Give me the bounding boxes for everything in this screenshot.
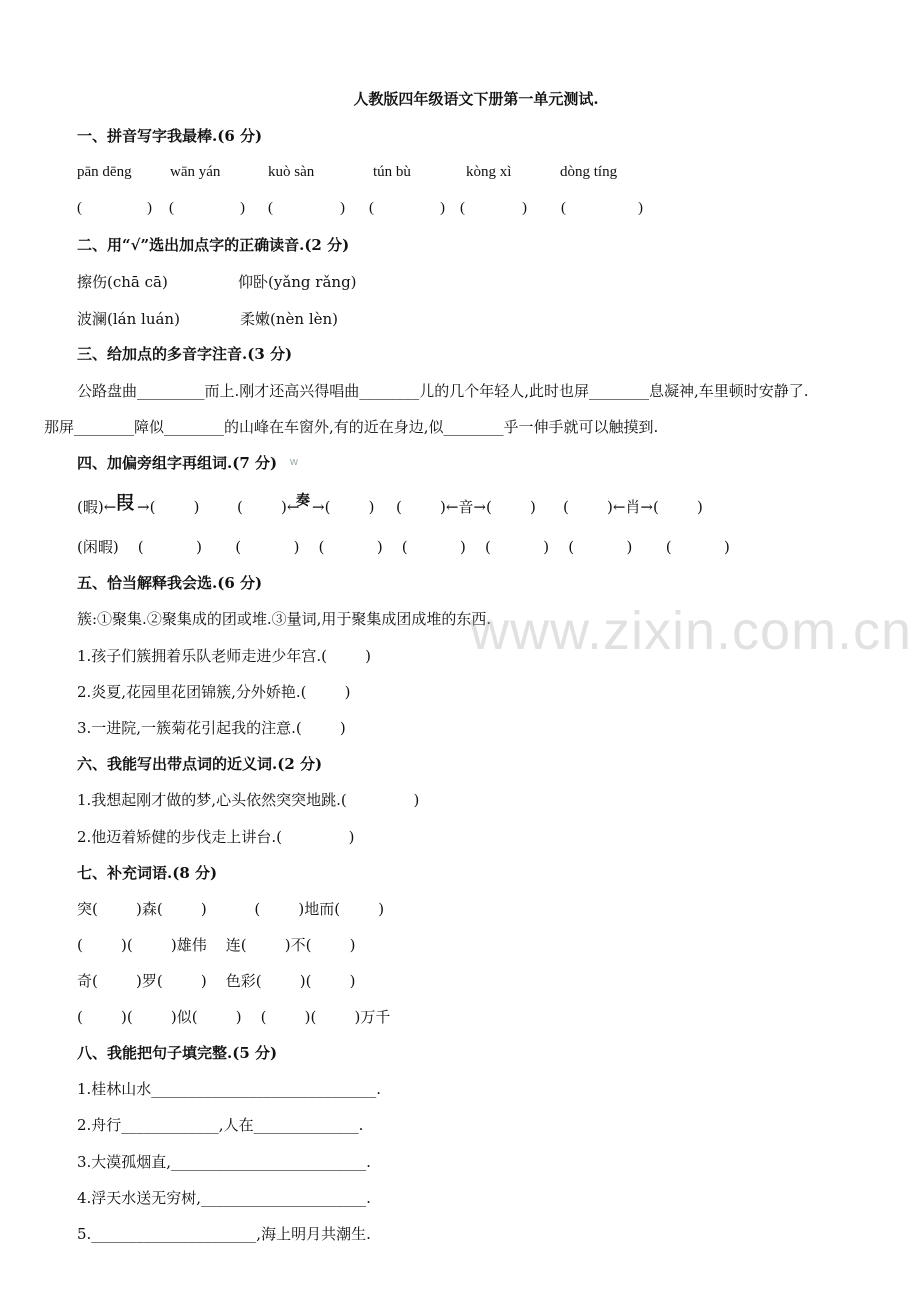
watermark-fragment: w	[290, 456, 298, 468]
radical-item: (暇)←	[77, 498, 117, 516]
question-line: 2.炎夏,花园里花团锦簇,分外娇艳.( )	[77, 683, 351, 701]
poem-fill-line: 2.舟行_____________,人在______________.	[77, 1116, 364, 1134]
radical-item: →( )	[312, 498, 375, 516]
radical-item: →( )	[137, 498, 200, 516]
section-2-heading: 二、用“√”选出加点字的正确读音.(2 分)	[77, 236, 350, 254]
section-6-heading: 六、我能写出带点词的近义词.(2 分)	[77, 755, 323, 773]
reading-choice: 波澜(lán luán)	[77, 310, 180, 328]
answer-paren-open: (	[169, 200, 174, 216]
pinyin-item: wān yán	[170, 164, 221, 180]
section-4-heading: 四、加偏旁组字再组词.(7 分)	[77, 454, 278, 472]
answer-paren-open: (	[268, 200, 273, 216]
poem-fill-line: 1.桂林山水______________________________.	[77, 1080, 382, 1098]
passage-line: 公路盘曲_________而上.刚才还高兴得唱曲________儿的几个年轻人,此时也屏________息凝神,车里顿时安静了.	[77, 382, 809, 400]
word-blanks-row: (闲暇) ( ) ( ) ( ) ( ) ( ) ( ) ( )	[77, 538, 730, 556]
section-5-heading: 五、恰当解释我会选.(6 分)	[77, 574, 263, 592]
answer-paren-close: )	[240, 200, 245, 216]
section-7-heading: 七、补充词语.(8 分)	[77, 864, 218, 882]
character-component: 叚	[116, 493, 134, 514]
poem-fill-line: 5.______________________,海上明月共潮生.	[77, 1225, 371, 1243]
answer-paren-open: (	[369, 200, 374, 216]
poem-fill-line: 4.浮天水送无穷树,______________________.	[77, 1189, 371, 1207]
definition-line: 簇:①聚集.②聚集成的团或堆.③量词,用于聚集成团成堆的东西.	[77, 610, 492, 628]
reading-choice: 擦伤(chā cā)	[77, 273, 168, 291]
section-8-heading: 八、我能把句子填完整.(5 分)	[77, 1044, 278, 1062]
idiom-row: ( )( )似( ) ( )( )万千	[77, 1008, 391, 1026]
answer-paren-open: (	[561, 200, 566, 216]
question-line: 1.我想起刚才做的梦,心头依然突突地跳.( )	[77, 791, 420, 809]
pinyin-item: kòng xì	[466, 164, 512, 180]
question-line: 1.孩子们簇拥着乐队老师走进少年宫.( )	[77, 647, 371, 665]
answer-paren-close: )	[147, 200, 152, 216]
answer-paren-open: (	[77, 200, 82, 216]
answer-paren-close: )	[522, 200, 527, 216]
poem-fill-line: 3.大漠孤烟直,__________________________.	[77, 1153, 371, 1171]
answer-paren-close: )	[440, 200, 445, 216]
answer-paren-open: (	[460, 200, 465, 216]
idiom-row: ( )( )雄伟 连( )不( )	[77, 936, 356, 954]
radical-item: ( )←音→( )	[396, 498, 536, 516]
section-1-heading: 一、拼音写字我最棒.(6 分)	[77, 127, 263, 145]
idiom-row: 奇( )罗( ) 色彩( )( )	[77, 972, 356, 990]
question-line: 3.一进院,一簇菊花引起我的注意.( )	[77, 719, 346, 737]
pinyin-item: tún bù	[373, 164, 411, 180]
character-component: 奏	[296, 493, 310, 509]
site-watermark: www.zixin.com.cn	[470, 601, 913, 661]
reading-choice: 柔嫩(nèn lèn)	[240, 310, 339, 328]
answer-paren-close: )	[340, 200, 345, 216]
radical-item: ( )←	[237, 498, 300, 516]
reading-choice: 仰卧(yǎng rǎng)	[238, 273, 357, 291]
section-3-heading: 三、给加点的多音字注音.(3 分)	[77, 345, 293, 363]
radical-item: ( )←肖→( )	[563, 498, 703, 516]
answer-paren-close: )	[638, 200, 643, 216]
idiom-row: 突( )森( ) ( )地而( )	[77, 900, 385, 918]
question-line: 2.他迈着矫健的步伐走上讲台.( )	[77, 828, 355, 846]
passage-line: 那屏________障似________的山峰在车窗外,有的近在身边,似________乎一伸手就可以触摸到.	[44, 418, 659, 436]
page-title: 人教版四年级语文下册第一单元测试.	[353, 90, 599, 108]
pinyin-item: kuò sàn	[268, 164, 315, 180]
pinyin-item: pān dēng	[77, 164, 132, 180]
pinyin-item: dòng tíng	[560, 164, 618, 180]
